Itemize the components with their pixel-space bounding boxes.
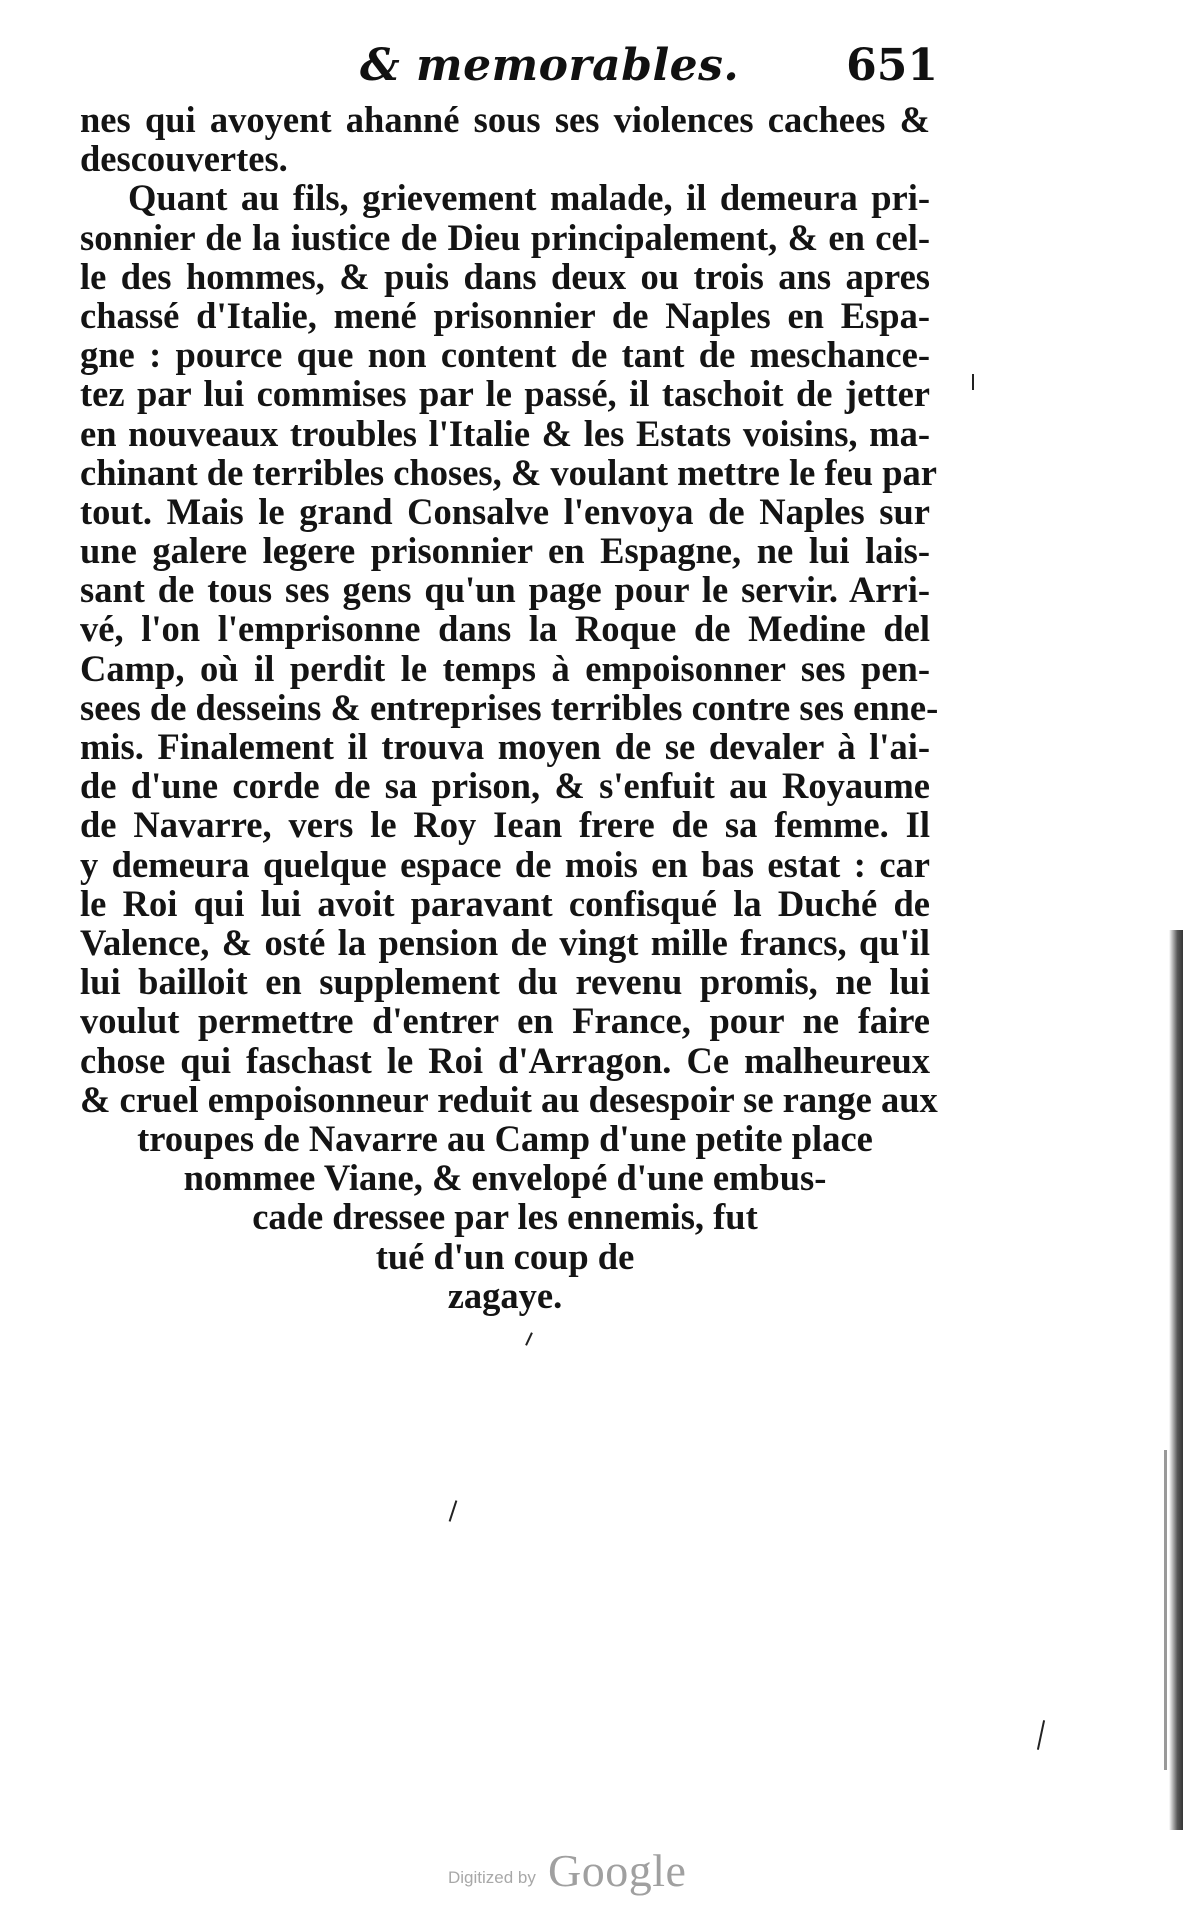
taper-line: cade dressee par les ennemis, fut <box>252 1196 758 1238</box>
text-line: chose qui faschast le Roi d'Arragon. Ce malheureux <box>80 1039 930 1081</box>
taper-line: zagaye. <box>447 1274 563 1316</box>
text-line: sant de tous ses gens qu'un page pour le servir. Arri- <box>80 569 930 611</box>
text-line: en nouveaux troubles l'Italie & les Estats voisins, ma- <box>80 412 930 454</box>
text-line: chinant de terribles choses, & voulant mettre le feu par <box>80 451 937 493</box>
text-line: lui bailloit en supplement du revenu promis, ne lui <box>80 961 930 1003</box>
text-line: de Navarre, vers le Roy Iean frere de sa femme. Il <box>80 804 930 846</box>
taper-line: troupes de Navarre au Camp d'une petite place <box>137 1118 873 1159</box>
scan-shadow-line <box>1164 1450 1167 1770</box>
text-line: y demeura quelque espace de mois en bas estat : car <box>80 843 930 885</box>
text-line: sonnier de la iustice de Dieu principalement, & en cel- <box>80 216 930 258</box>
text-line: de d'une corde de sa prison, & s'enfuit au Royaume <box>80 765 930 807</box>
text-line: Camp, où il perdit le temps à empoisonner ses pen- <box>80 647 930 689</box>
text-line: tez par lui commises par le passé, il taschoit de jetter <box>80 373 930 415</box>
text-line: & cruel empoisonneur reduit au desespoir se range aux <box>80 1078 938 1120</box>
running-title: & memorables. <box>360 40 740 91</box>
scan-speck <box>972 374 974 390</box>
text-line: vé, l'on l'emprisonne dans la Roque de Medine del <box>80 608 930 650</box>
text-line: gne : pource que non content de tant de meschance- <box>80 334 930 376</box>
tapered-ending <box>80 1119 930 1315</box>
text-line: chassé d'Italie, mené prisonnier de Naples en Espa- <box>80 294 930 336</box>
google-logo: Google <box>548 1845 687 1896</box>
text-line: mis. Finalement il trouva moyen de se devaler à l'ai- <box>80 726 930 767</box>
text-line: le Roi qui lui avoit paravant confisqué la Duché de <box>80 882 930 924</box>
text-line: sees de desseins & entreprises terribles contre ses enne- <box>80 686 939 728</box>
scan-speck <box>525 1332 533 1346</box>
scan-speck <box>449 1500 458 1522</box>
taper-line: tué d'un coup de <box>375 1235 635 1277</box>
text-line: une galere legere prisonnier en Espagne, ne lui lais- <box>80 530 930 572</box>
watermark-prefix: Digitized by <box>448 1868 536 1887</box>
digitized-watermark <box>448 1845 808 1898</box>
text-line: Valence, & osté la pension de vingt mille francs, qu'il <box>80 921 930 963</box>
scan-shadow-edge <box>1169 930 1183 1830</box>
taper-line: nommee Viane, & envelopé d'une embus- <box>183 1157 827 1199</box>
text-line: descouvertes. <box>80 138 288 180</box>
text-line: tout. Mais le grand Consalve l'envoya de Naples sur <box>80 490 930 532</box>
page-number: 651 <box>846 40 938 91</box>
text-line: voulut permettre d'entrer en France, pour ne faire <box>80 1000 930 1042</box>
text-line: Quant au fils, grievement malade, il demeura pri- <box>128 177 930 219</box>
running-head <box>300 40 960 100</box>
text-line: le des hommes, & puis dans deux ou trois ans apres <box>80 255 930 297</box>
body-text <box>80 99 939 1120</box>
text-line: nes qui avoyent ahanné sous ses violences cachees & <box>80 99 930 140</box>
scan-speck <box>1037 1720 1045 1750</box>
